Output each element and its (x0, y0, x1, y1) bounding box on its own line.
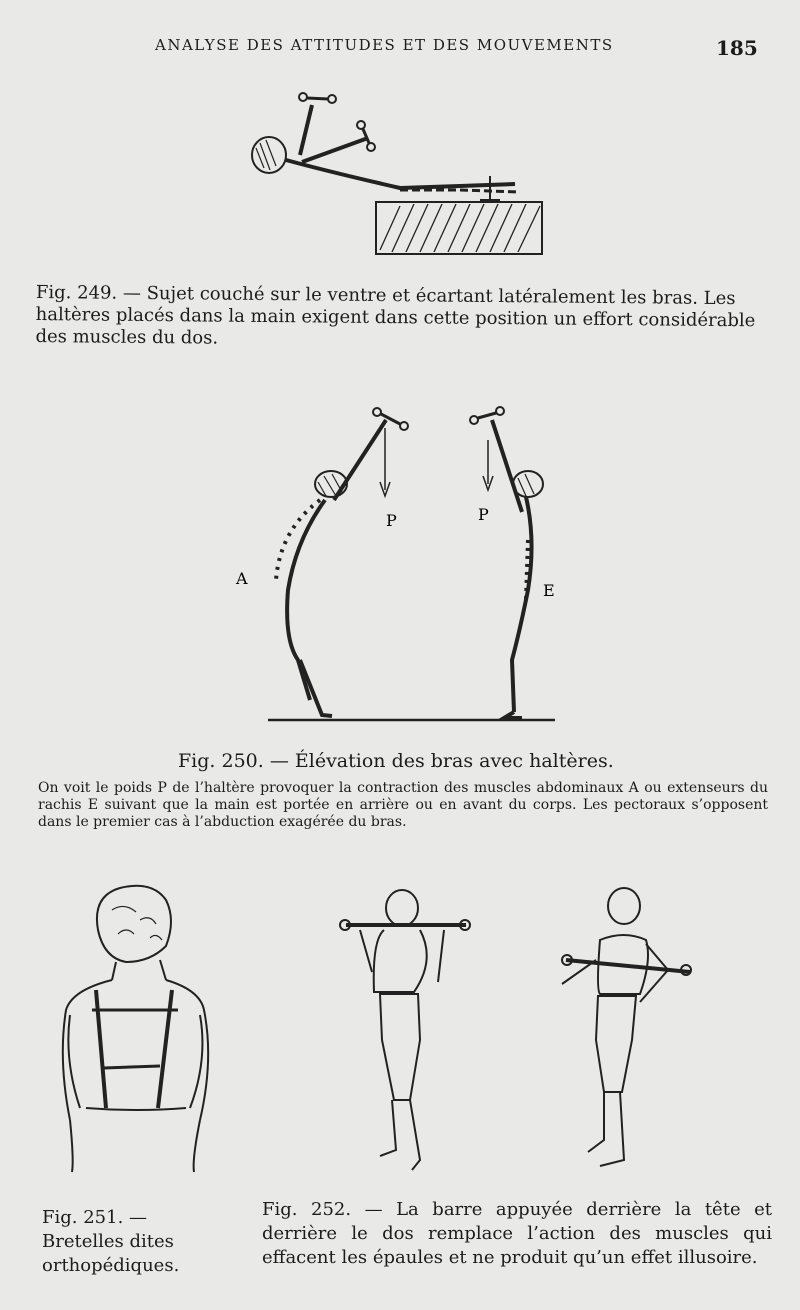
fig250-note: On voit le poids P de l’haltère provoquer la contraction des muscles abdominaux A ou extenseurs du rachis E suivant que la main est portée en arrière ou en avant du corps. Les pectoraux s’opposent dans le premier cas à l’abduction exagérée du bras. (38, 780, 768, 830)
fig250-title: Fig. 250. — Élévation des bras avec haltères. (178, 750, 614, 772)
fig251-caption: Fig. 251. — Bretelles dites orthopédiques. (42, 1207, 180, 1276)
label-p-right: P (478, 505, 489, 524)
label-e: E (543, 581, 555, 600)
fig249-caption: Fig. 249. — Sujet couché sur le ventre et écartant latéralement les bras. Les haltères placés dans la main exigent dans cette position un effort considérable des muscles du dos. (35, 282, 756, 349)
fig252-caption: Fig. 252. — La barre appuyée derrière la tête et derrière le dos remplace l’action des muscles qui effacent les épaules et ne produit qu’un effet illusoire. (262, 1199, 772, 1268)
page-number: 185 (716, 36, 758, 60)
label-p-left: P (386, 511, 397, 530)
label-a: A (236, 569, 248, 588)
running-header: ANALYSE DES ATTITUDES ET DES MOUVEMENTS (155, 36, 614, 54)
